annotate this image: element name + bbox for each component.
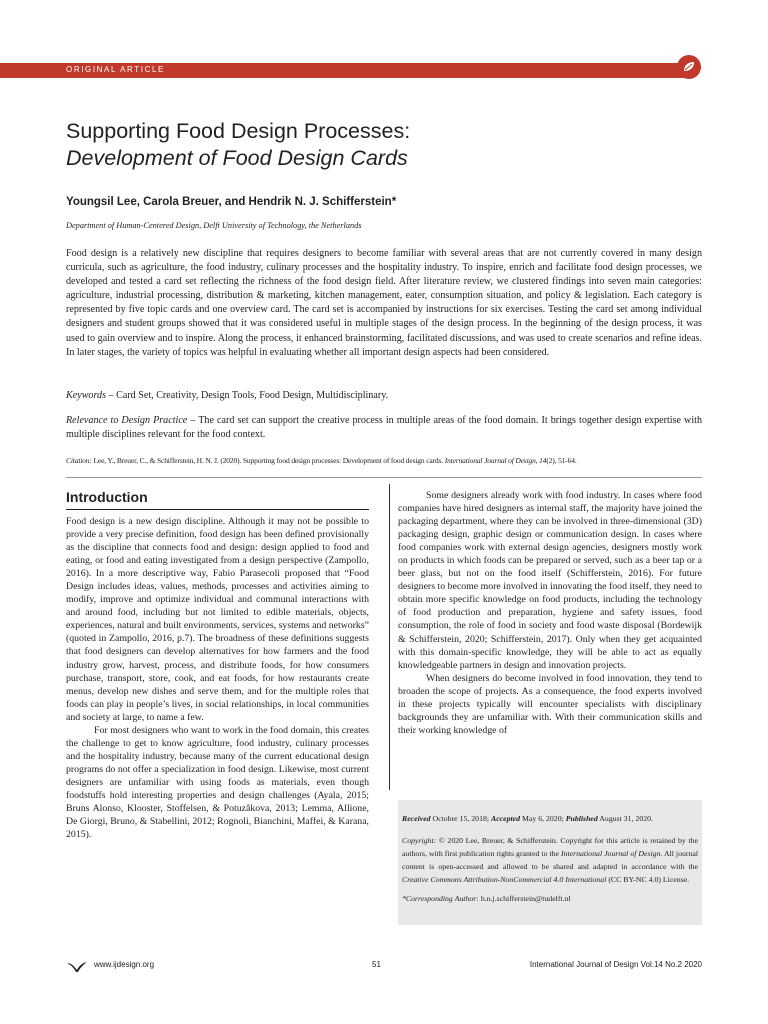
copyright-label: Copyright: xyxy=(402,836,437,846)
published-label: Published xyxy=(565,814,598,823)
copyright-text-2: . All journal content is open-accessed and allowed to be shared and adapted in accordance with the xyxy=(402,849,698,872)
column-divider xyxy=(389,484,390,790)
publication-dates xyxy=(402,812,698,825)
accepted-date: May 6, 2020; xyxy=(520,814,566,823)
right-column xyxy=(398,489,702,737)
copyright-text: © 2020 Lee, Breuer, & Schifferstein. Copyright for this article is retained by the authors, with first publication rights granted to the xyxy=(402,836,698,859)
copyright-notice xyxy=(402,834,698,886)
corresponding-author xyxy=(402,892,698,905)
footer-journal: International Journal of Design Vol.14 No.2 2020 xyxy=(529,960,702,969)
paragraph: When designers do become involved in food innovation, they tend to broaden the scope of projects. As a consequence, the food experts involved in these projects typically will encounter specialists with disciplinary backgrounds they are unfamiliar with. With their communication skills and their working knowledge of xyxy=(398,672,702,736)
relevance-text: – The card set can support the creative process in multiple areas of the food domain. It brings together design expertise with multiple disciplines relevant for the food context. xyxy=(66,415,702,441)
left-column xyxy=(66,515,369,841)
page-number: 51 xyxy=(372,960,381,969)
license-name: Creative Commons Attribution-NonCommercial 4.0 International xyxy=(402,875,607,885)
leaf-icon xyxy=(681,59,697,75)
received-label: Received xyxy=(402,814,431,823)
keywords-text: – Card Set, Creativity, Design Tools, Food Design, Multidisciplinary. xyxy=(106,390,389,401)
citation-label: Citation: xyxy=(66,456,92,465)
heading-underline xyxy=(66,509,369,510)
title-line-1: Supporting Food Design Processes: xyxy=(66,119,411,143)
footer-url[interactable]: www.ijdesign.org xyxy=(94,960,155,969)
citation xyxy=(66,456,702,466)
header-band xyxy=(0,63,692,78)
accepted-label: Accepted xyxy=(491,814,521,823)
divider-rule xyxy=(66,477,702,478)
corresponding-email[interactable]: h.n.j.schifferstein@tudelft.nl xyxy=(478,894,571,904)
paragraph: For most designers who want to work in the food domain, this creates the challenge to get to know agriculture, food industry, culinary processes and the hospitality industry, because many of the current educational design programs do not offer a specialization in food design. Likewise, most current designers are unfamiliar with using foods as materials, even though foodstuffs hold interesting properties and design challenges (Ayala, 2015; Bruns Alonso, Klooster, Stoffelsen, & Potuzâkova, 2013; Lemma, Allione, De Giorgi, Bruno, & Stabellini, 2012; Rognoli, Bianchini, Maffei, & Karana, 2015). xyxy=(66,724,369,841)
corresponding-label: *Corresponding Author: xyxy=(402,894,479,904)
copyright-journal: International Journal of Design xyxy=(560,849,661,859)
keywords xyxy=(66,389,702,403)
keywords-label: Keywords xyxy=(66,390,107,401)
license-short: (CC BY-NC 4.0) License. xyxy=(606,875,690,885)
article-type-label: ORIGINAL ARTICLE xyxy=(66,65,165,74)
title-line-2: Development of Food Design Cards xyxy=(66,146,408,170)
citation-journal: International Journal of Design, 14 xyxy=(444,456,547,465)
received-date: October 15, 2018; xyxy=(430,814,491,823)
citation-issue: (2), 51-64. xyxy=(546,456,577,465)
citation-text: Lee, Y., Breuer, C., & Schifferstein, H. N. J. (2020). Supporting food design processes: Development of food design cards. xyxy=(91,456,445,465)
relevance-label: Relevance to Design Practice xyxy=(66,415,188,426)
paragraph: Some designers already work with food industry. In cases where food companies have hired designers as internal staff, the majority have joined the packaging department, where they can be involved in three-dimensional (3D) packaging design, graphic design or communication design. In cases where food companies work with external design agencies, designers mostly work on products in which foods can be prepared or served, such as a beer tap or a beer glass, but not on the food itself (Schifferstein, 2016). For future designers to become more involved in innovating the food itself, they need to obtain more specific knowledge on food products, including the technology of food production and preparation, hygiene and safety issues, food consumption, the role of food in society and food waste disposal (Bordewijk & Schifferstein, 2020; Schifferstein, 2017). Only when they get acquainted with this domain-specific knowledge, they will be able to act as equally knowledgeable partners in design and innovation projects. xyxy=(398,490,702,671)
journal-logo-icon xyxy=(677,55,701,79)
published-date: August 31, 2020. xyxy=(597,814,654,823)
author-list: Youngsil Lee, Carola Breuer, and Hendrik N. J. Schifferstein* xyxy=(66,196,397,208)
article-info-box xyxy=(398,800,702,925)
relevance-statement xyxy=(66,414,702,442)
paragraph: Food design is a new design discipline. Although it may not be possible to provide a very precise definition, food design has been defined provisionally as the discipline that connects food and design: design applied to food and eating, or food and eating investigated from a design perspective (Zampollo, 2016). In a more descriptive way, Fabio Parasecoli proposed that “Food Design includes ideas, values, methods, processes and activities aiming to modify, improve and optimize individual and communal interactions with and around food, including but not limited to edible materials, objects, experiences, natural and built environments, services, systems and networks” (quoted in Zampollo, 2016, p.7). The broadness of these definitions suggests that food designers can develop alternatives for how farmers and the food industry grow, harvest, process, and distribute foods, for how consumers purchase, transport, store, cook, and eat foods, for how restaurants create menus, develop new dishes and serve them, and for the multiple roles that foods can play in people’s lives, in social relationships, in local communities and society at large, to name a few. xyxy=(66,516,369,723)
affiliation: Department of Human-Centered Design, Delft University of Technology, the Netherlands xyxy=(66,221,362,230)
bird-icon xyxy=(66,960,88,978)
article-title xyxy=(66,118,706,172)
abstract: Food design is a relatively new discipline that requires designers to become familiar with several areas that are not currently covered in many design curricula, such as agriculture, the food industry, culinary processes and the hospitality industry. To inspire, enrich and facilitate food design processes, we developed and tested a card set reflecting the richness of the food design field. After literature review, we clustered findings into seven main categories: agriculture, industrial processing, distribution & marketing, kitchen management, eater, consumption situation, and policy & legislation. Each category is represented by five topic cards and one overview card. The card set is accompanied by instructions for six exercises. Testing the card set among individual designers and student groups showed that it was considered useful in multiple stages of the design process. In the beginning of the design process, it was used to gain overview and to inspire. Along the process, it enhanced brainstorming, facilitated discussions, and was used to create scenarios and refine ideas. In later stages, the variety of topics was helpful in evaluating whether all important design aspects had been considered. xyxy=(66,248,702,358)
section-heading-introduction: Introduction xyxy=(66,489,148,505)
